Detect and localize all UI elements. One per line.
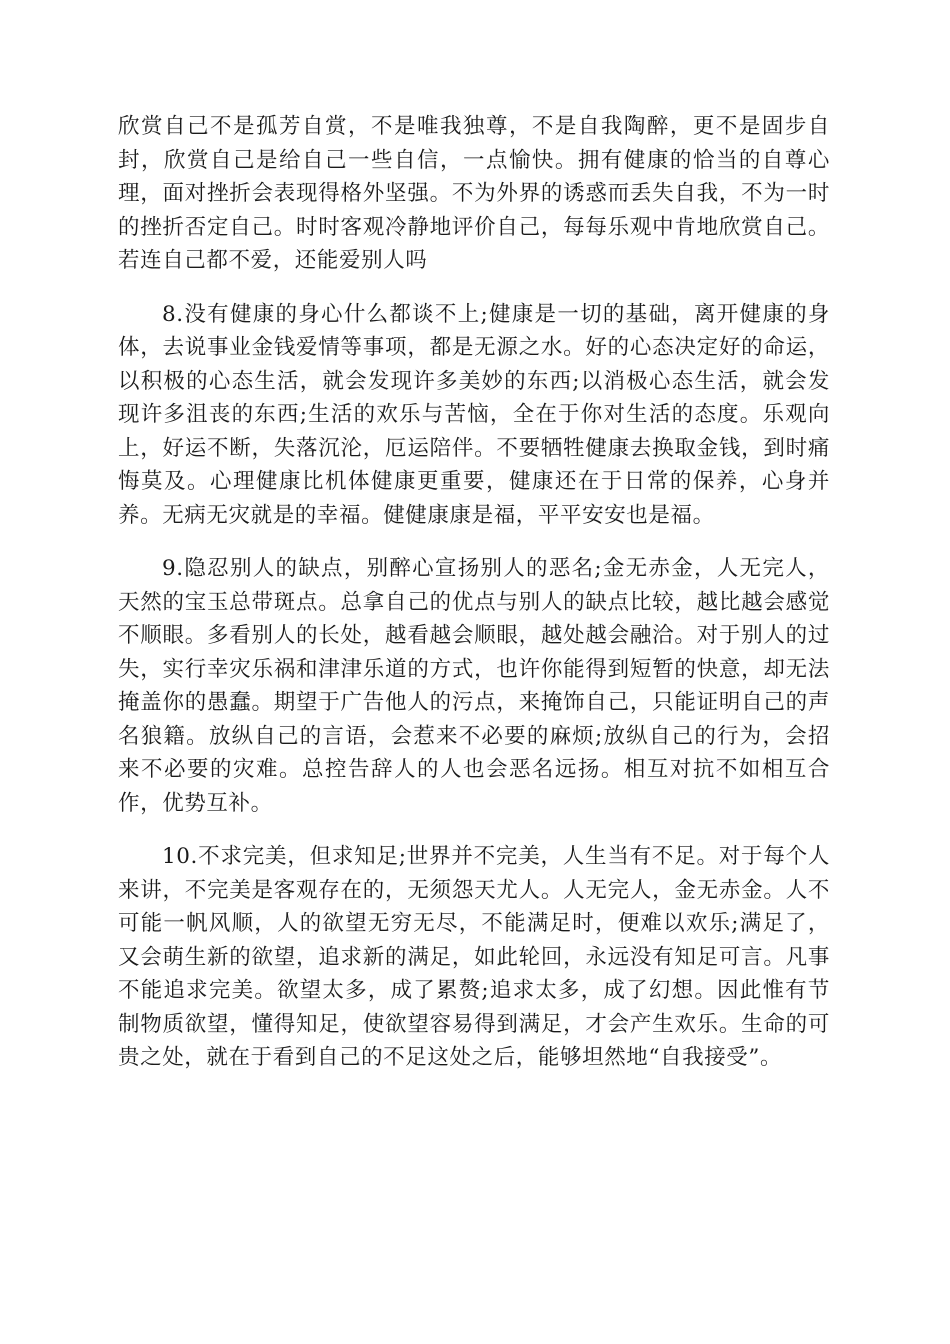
paragraph-10-contentment: 10.不求完美，但求知足;世界并不完美，人生当有不足。对于每个人来讲，不完美是客观存在的，无须怨天尤人。人无完人，金无赤金。人不可能一帆风顺，人的欲望无穷无尽，不能满足时，便难以欢乐;满足了，又会萌生新的欲望，追求新的满足，如此轮回，永远没有知足可言。凡事不能追求完美。欲望太多，成了累赘;追求太多，成了幻想。因此惟有节制物质欲望，懂得知足，使欲望容易得到满足，才会产生欢乐。生命的可贵之处，就在于看到自己的不足这处之后，能够坦然地“自我接受”。 [118, 844, 830, 1070]
paragraph-8-health: 8.没有健康的身心什么都谈不上;健康是一切的基础，离开健康的身体，去说事业金钱爱情等事项，都是无源之水。好的心态决定好的命运，以积极的心态生活，就会发现许多美妙的东西;以消极心态生活，就会发现许多沮丧的东西;生活的欢乐与苦恼，全在于你对生活的态度。乐观向上，好运不断，失落沉沦，厄运陪伴。不要牺牲健康去换取金钱，到时痛悔莫及。心理健康比机体健康更重要，健康还在于日常的保养，心身并养。无病无灾就是的幸福。健健康康是福，平平安安也是福。 [118, 301, 830, 528]
paragraph-self-appreciation: 欣赏自己不是孤芳自赏，不是唯我独尊，不是自我陶醉，更不是固步自封，欣赏自己是给自己一些自信，一点愉快。拥有健康的恰当的自尊心理，面对挫折会表现得格外坚强。不为外界的诱惑而丢失自我，不为一时的挫折否定自己。时时客观冷静地评价自己，每每乐观中肯地欣赏自己。若连自己都不爱，还能爱别人吗 [118, 114, 830, 273]
paragraph-9-tolerance: 9.隐忍别人的缺点，别醉心宣扬别人的恶名;金无赤金，人无完人，天然的宝玉总带斑点。总拿自己的优点与别人的缺点比较，越比越会感觉不顺眼。多看别人的长处，越看越会顺眼，越处越会融洽。对于别人的过失，实行幸灾乐祸和津津乐道的方式，也许你能得到短暂的快意，却无法掩盖你的愚蠢。期望于广告他人的污点，来掩饰自己，只能证明自己的声名狼籍。放纵自己的言语，会惹来不必要的麻烦;放纵自己的行为，会招来不必要的灾难。总控告辞人的人也会恶名远扬。相互对抗不如相互合作，优势互补。 [118, 556, 830, 816]
document-body [118, 110, 830, 1095]
